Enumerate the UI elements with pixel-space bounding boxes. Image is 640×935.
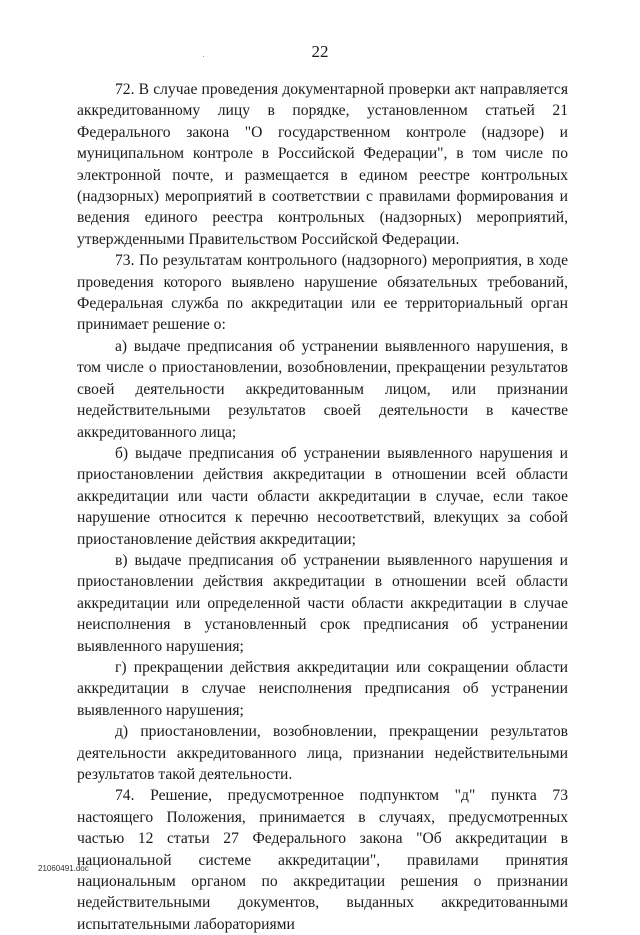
scan-speck [203, 56, 204, 57]
subparagraph-d: д) приостановлении, возобновлении, прекращении результатов деятельности аккредитованного лица, признании недействительными результатов такой деятельности. [77, 723, 568, 783]
subparagraph-b: б) выдаче предписания об устранении выявленного нарушения и приостановлении действия аккредитации в отношении всей области аккредитации или части области аккредитации в случае, если такое нарушение относится к перечню несоответствий, влекущих за собой приостановление действия аккредитации; [77, 444, 568, 548]
paragraph-72: 72. В случае проведения документарной проверки акт направляется аккредитованному лицу в порядке, установленном статьей 21 Федерального закона "О государственном контроле (надзоре) и муниципальном контроле в Российской Федерации", в том числе по электронной почте, и размещается в едином реестре контрольных (надзорных) мероприятий в соответствии с правилами формирования и ведения единого реестра контрольных (надзорных) мероприятий, утвержденными Правительством Российской Федерации. [77, 81, 568, 248]
subparagraph-a: а) выдаче предписания об устранении выявленного нарушения, в том числе о приостановлении, возобновлении, прекращении результатов своей деятельности аккредитованным лицом, или признании недействительными результатов своей деятельности в качестве аккредитованного лица; [77, 337, 568, 441]
paragraph-74: 74. Решение, предусмотренное подпунктом "д" пункта 73 настоящего Положения, принимается в случаях, предусмотренных частью 12 статьи 27 Федерального закона "Об аккредитации в национальной системе аккредитации", правилами принятия национальным органом по аккредитации решения о признании недействительными документов, выданных аккредитованными испытательными лабораториями [77, 787, 568, 933]
subparagraph-g: г) прекращении действия аккредитации или сокращении области аккредитации в случае неисполнения предписания об устранении выявленного нарушения; [77, 658, 568, 719]
page-number: 22 [311, 42, 329, 61]
subparagraph-v: в) выдаче предписания об устранении выявленного нарушения и приостановлении действия аккредитации в отношении всей области аккредитации или определенной части области аккредитации в случае неисполнения в установленный срок предписания об устранении выявленного нарушения; [77, 551, 568, 655]
footer-filename: 21060491.doc [38, 864, 89, 873]
document-body [77, 79, 568, 935]
paragraph-73: 73. По результатам контрольного (надзорного) мероприятия, в ходе проведения которого выявлено нарушение обязательных требований, Федеральная служба по аккредитации или ее территориальный орган принимает решение о: [77, 252, 568, 334]
